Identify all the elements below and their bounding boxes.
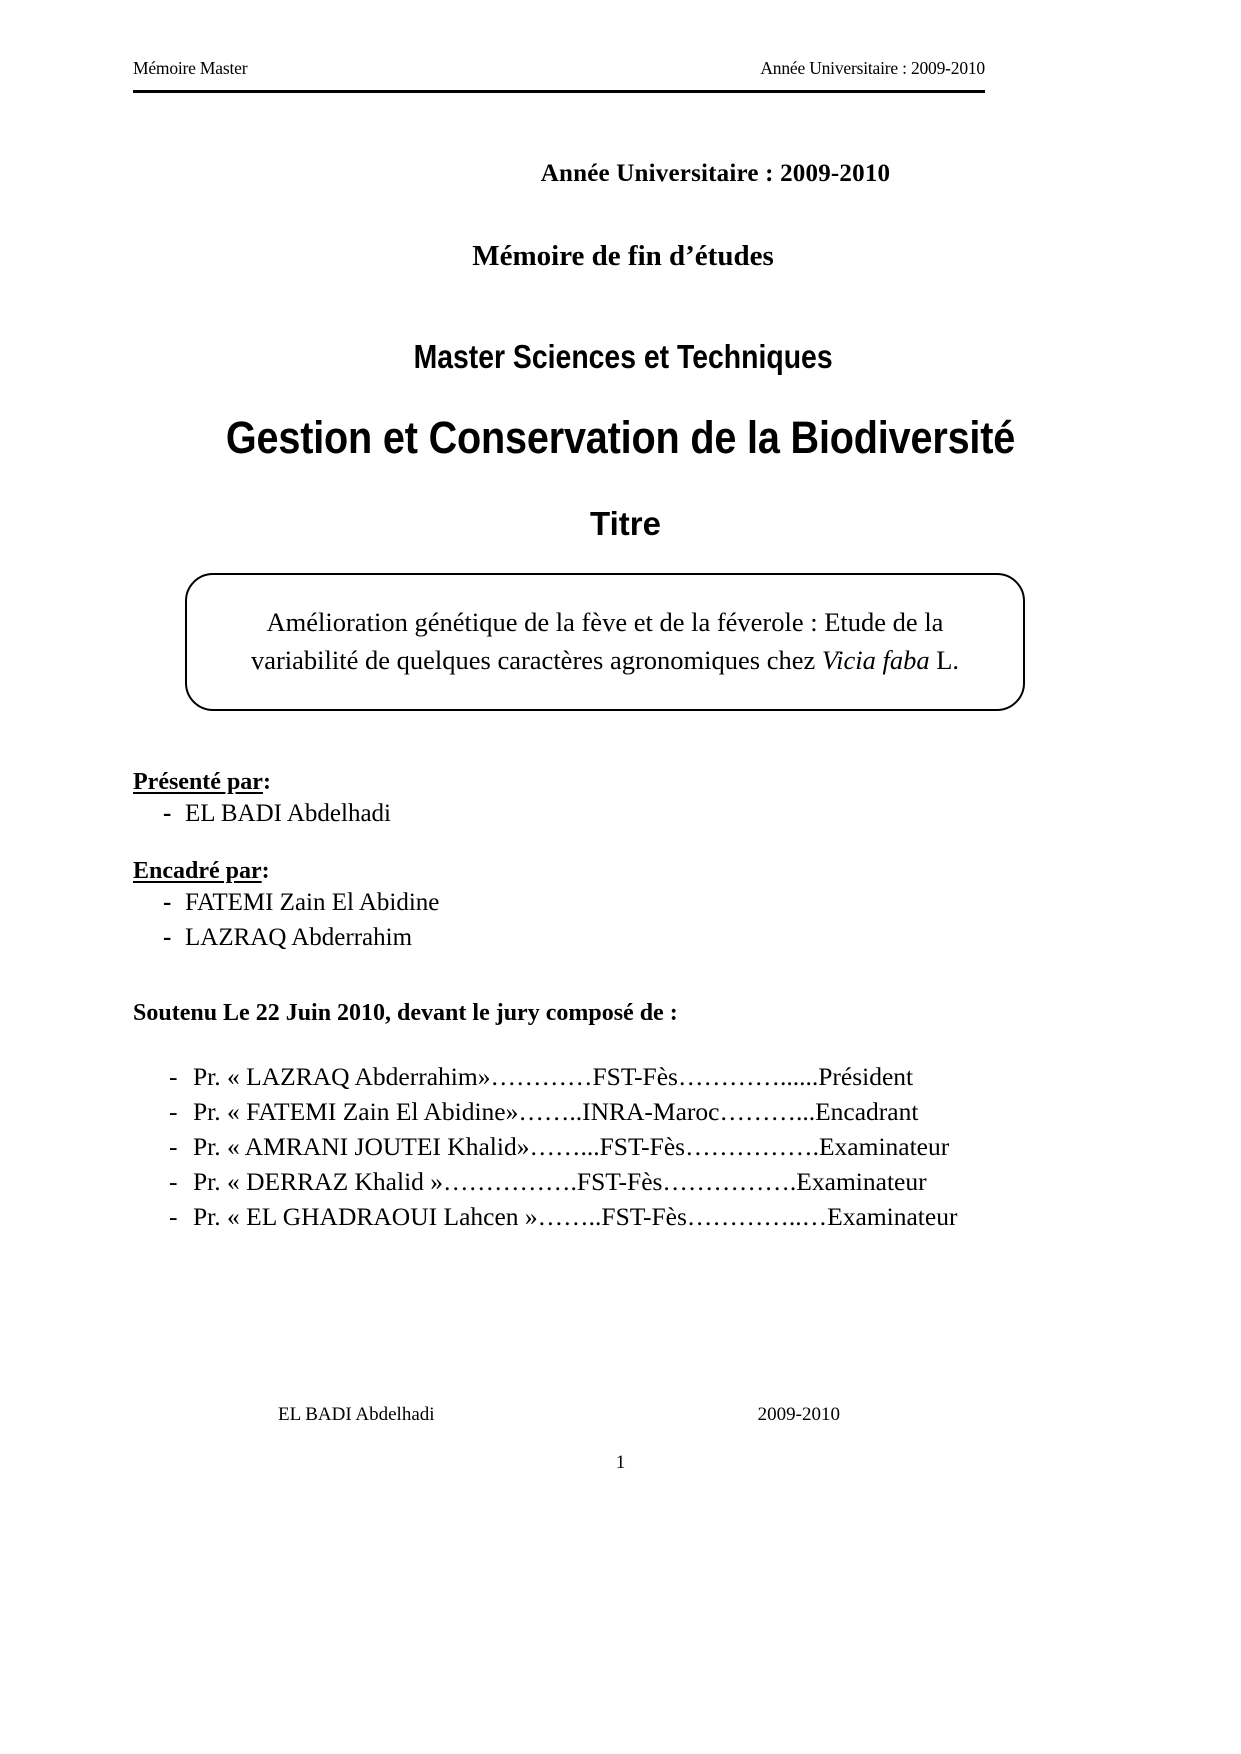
jury-member-entry: Pr. « AMRANI JOUTEI Khalid»……...FST-Fès…………….Examinateur [193,1131,950,1161]
presented-by-heading [133,769,271,796]
list-item [133,1130,957,1165]
list-bullet: - [169,1131,178,1161]
thesis-title-species: Vicia faba [821,645,930,675]
supervised-by-heading-text: Encadré par [133,858,262,884]
list-item [133,1200,957,1235]
supervised-by-heading [133,858,270,885]
running-header-left: Mémoire Master [133,58,248,78]
thesis-title-box [185,573,1025,711]
list-item [133,797,391,832]
supervised-by-heading-colon: : [261,858,270,884]
presented-by-list [133,797,391,832]
list-item [133,1060,957,1095]
jury-member-entry: Pr. « EL GHADRAOUI Lahcen »……..FST-Fès…………..…Examinateur [193,1201,958,1231]
thesis-title-line1: Amélioration génétique de la fève et de la féverole : Etude de la [266,607,944,638]
page-footer [133,1404,985,1426]
defense-line: Soutenu Le 22 Juin 2010, devant le jury composé de : [133,1000,678,1026]
list-item [133,921,439,956]
academic-year-line: Année Universitaire : 2009-2010 [540,160,891,187]
list-bullet: - [163,889,172,916]
jury-list [133,1060,957,1235]
title-label: Titre [590,505,661,542]
page-number: 1 [615,1452,626,1473]
list-item-label: LAZRAQ Abderrahim [185,923,413,951]
list-item [133,886,439,921]
presented-by-heading-colon: : [262,769,271,795]
running-header [133,58,985,79]
footer-author: EL BADI Abdelhadi [278,1404,435,1425]
specialization-line: Gestion et Conservation de la Biodiversité [225,412,1016,463]
jury-member-entry: Pr. « FATEMI Zain El Abidine»……..INRA-Maroc………...Encadrant [193,1096,919,1126]
jury-member-entry: Pr. « DERRAZ Khalid »…………….FST-Fès…………….Examinateur [193,1166,927,1196]
list-item [133,1165,957,1200]
list-item [133,1095,957,1130]
list-bullet: - [163,800,172,827]
supervised-by-list [133,886,439,955]
thesis-title-text [225,604,985,679]
presented-by-heading-text: Présenté par [133,769,263,795]
list-bullet: - [169,1062,178,1091]
running-header-right: Année Universitaire : 2009-2010 [760,58,985,78]
header-divider [133,90,985,93]
footer-year: 2009-2010 [757,1404,840,1425]
list-item-label: EL BADI Abdelhadi [185,800,391,827]
list-item-label: FATEMI Zain El Abidine [185,889,440,916]
master-program-line: Master Sciences et Techniques [413,338,833,375]
thesis-title-line2-after: L. [929,645,960,675]
thesis-type-line: Mémoire de fin d’études [472,240,774,272]
list-bullet: - [169,1166,178,1196]
list-bullet: - [163,923,172,951]
list-bullet: - [169,1201,178,1231]
thesis-title-line2-before: variabilité de quelques caractères agronomiques chez [250,645,822,675]
jury-member-entry: Pr. « LAZRAQ Abderrahim»…………FST-Fès…………......Président [193,1062,914,1091]
list-bullet: - [169,1096,178,1126]
